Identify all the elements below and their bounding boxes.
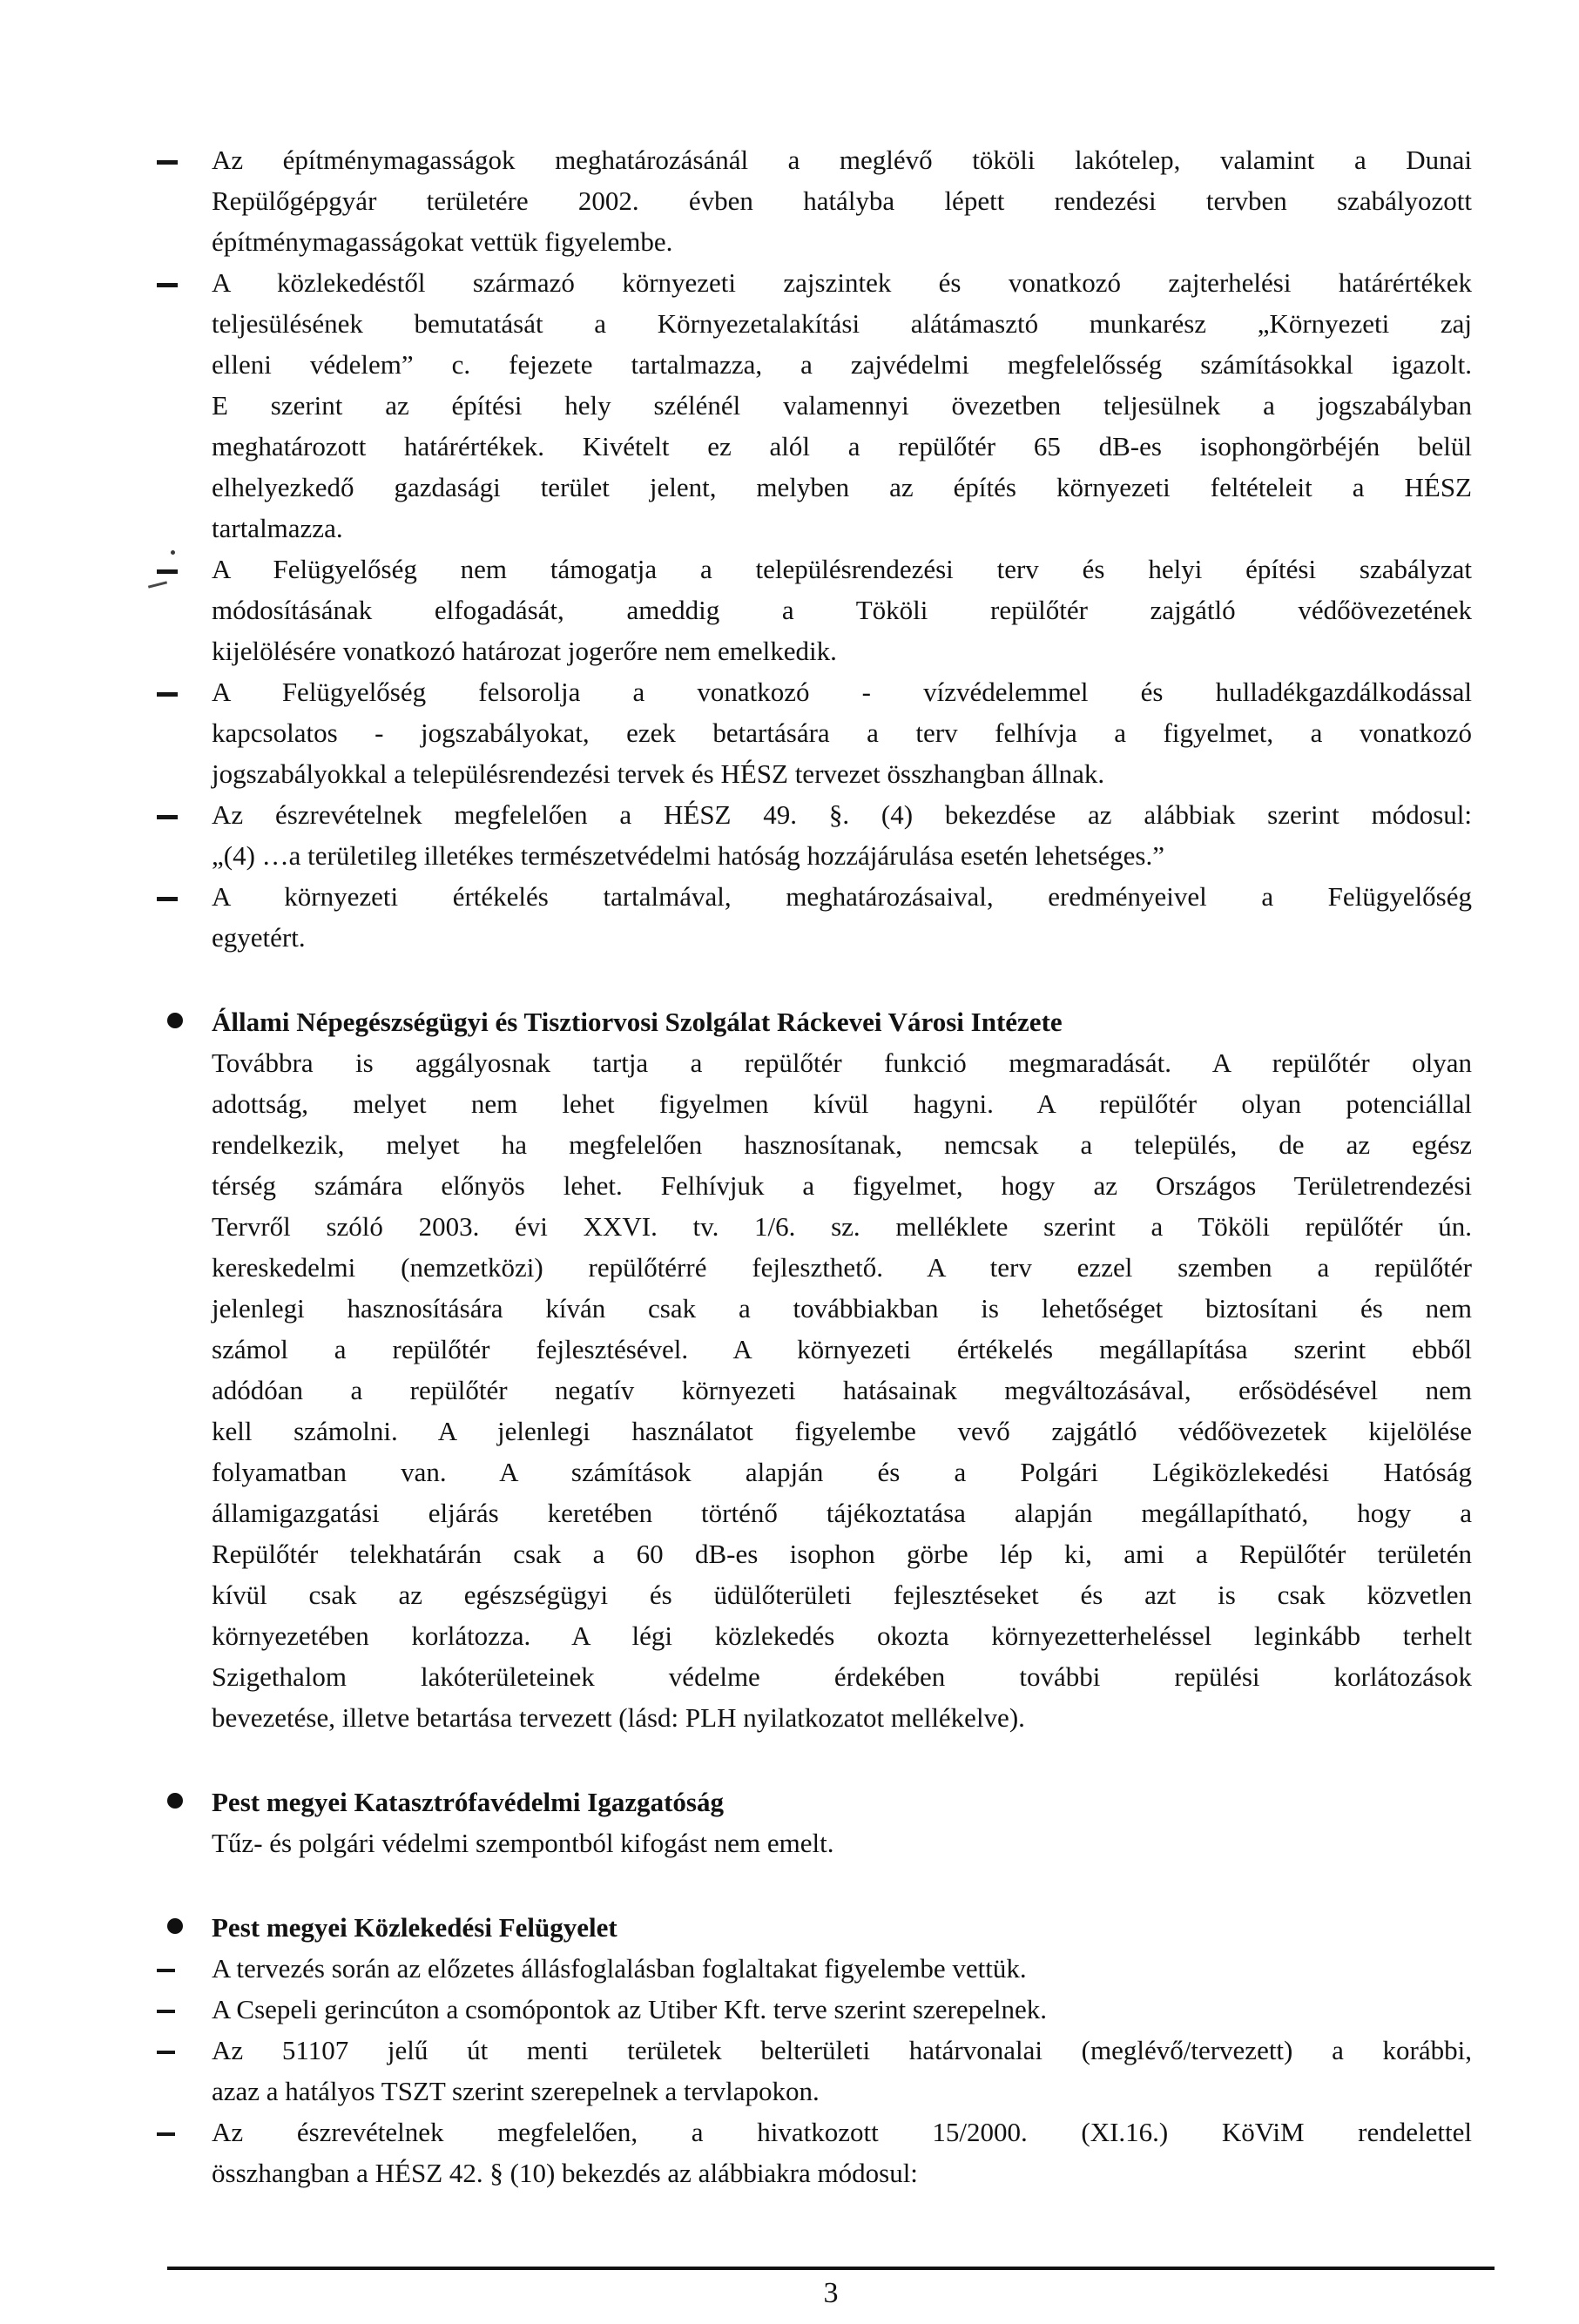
dash-list-item bbox=[212, 139, 1472, 262]
section-paragraph bbox=[212, 1822, 1472, 1863]
dash-bullet-icon bbox=[157, 692, 178, 697]
list-item-text bbox=[212, 2112, 1472, 2193]
section-heading: Állami Népegészségügyi és Tisztiorvosi Szolgálat Ráckevei Városi Intézete bbox=[212, 1007, 1063, 1037]
text-line: Repülőtér telekhatárán csak a 60 dB-es isophon görbe lép ki, ami a Repülőtér területén bbox=[212, 1539, 1472, 1569]
text-line: Tervről szóló 2003. évi XXVI. tv. 1/6. sz. melléklete szerint a Tököli repülőtér ún. bbox=[212, 1211, 1472, 1242]
text-line: elhelyezkedő gazdasági terület jelent, melyben az építés környezeti feltételeit a HÉSZ bbox=[212, 472, 1472, 502]
list-item-text bbox=[212, 876, 1472, 958]
section-katasztrofavedelem bbox=[212, 1782, 1472, 1863]
text-line: teljesülésének bemutatását a Környezetalakítási alátámasztó munkarész „Környezeti zaj bbox=[212, 308, 1472, 339]
text-line: Az építménymagasságok meghatározásánál a meglévő tököli lakótelep, valamint a Dunai bbox=[212, 145, 1472, 175]
text-line: adottság, melyet nem lehet figyelmen kívül hagyni. A repülőtér olyan potenciállal bbox=[212, 1088, 1472, 1119]
bullet-icon bbox=[167, 1013, 183, 1028]
dash-bullet-icon bbox=[157, 897, 178, 901]
list-item-text bbox=[212, 1989, 1472, 2030]
text-line: kívül csak az egészségügyi és üdülőterületi fejlesztéseket és azt is csak közvetlen bbox=[212, 1580, 1472, 1610]
bullet-icon bbox=[167, 1918, 183, 1934]
dash-bullet-icon bbox=[157, 815, 178, 819]
text-line: összhangban a HÉSZ 42. § (10) bekezdés az alábbiakra módosul: bbox=[212, 2158, 918, 2188]
section-anp bbox=[212, 1001, 1472, 1738]
text-line: bevezetése, illetve betartása tervezett (lásd: PLH nyilatkozatot mellékelve). bbox=[212, 1702, 1025, 1733]
list-item-text bbox=[212, 1948, 1472, 1989]
text-line: kell számolni. A jelenlegi használatot figyelembe vevő zajgátló védőövezetek kijelölése bbox=[212, 1416, 1472, 1446]
text-line: Tűz- és polgári védelmi szempontból kifogást nem emelt. bbox=[212, 1828, 834, 1858]
document-body bbox=[212, 139, 1472, 2193]
list-item-text bbox=[212, 549, 1472, 671]
text-line: kereskedelmi (nemzetközi) repülőtérré fejleszthető. A terv ezzel szemben a repülőtér bbox=[212, 1252, 1472, 1283]
text-line: rendelkezik, melyet ha megfelelően hasznosítanak, nemcsak a település, de az egész bbox=[212, 1129, 1472, 1160]
dash-bullet-icon bbox=[157, 569, 178, 574]
text-line: Szigethalom lakóterületeinek védelme érdekében további repülési korlátozások bbox=[212, 1661, 1472, 1692]
text-line: Az észrevételnek megfelelően a HÉSZ 49. §. (4) bekezdése az alábbiak szerint módosul: bbox=[212, 799, 1472, 830]
dash-list-item bbox=[212, 262, 1472, 549]
text-line: környezetében korlátozza. A légi közlekedés okozta környezetterheléssel leginkább terhelt bbox=[212, 1620, 1472, 1651]
dash-bullet-icon bbox=[157, 2010, 175, 2013]
dash-list-item bbox=[212, 876, 1472, 958]
text-line: A környezeti értékelés tartalmával, meghatározásaival, eredményeivel a Felügyelőség bbox=[212, 881, 1472, 912]
footer-divider bbox=[167, 2267, 1495, 2270]
dash-bullet-icon bbox=[157, 1969, 175, 1972]
text-line: államigazgatási eljárás keretében történő tájékoztatása alapján megállapítható, hogy a bbox=[212, 1498, 1472, 1528]
text-line: meghatározott határértékek. Kivételt ez alól a repülőtér 65 dB-es isophongörbéjén belül bbox=[212, 431, 1472, 461]
text-line: építménymagasságokat vettük figyelembe. bbox=[212, 226, 673, 257]
text-line: számol a repülőtér fejlesztésével. A környezeti értékelés megállapítása szerint ebből bbox=[212, 1334, 1472, 1364]
text-line: elleni védelem” c. fejezete tartalmazza, a zajvédelmi megfelelősség számításokkal igazolt. bbox=[212, 349, 1472, 380]
text-line: Továbbra is aggályosnak tartja a repülőtér funkció megmaradását. A repülőtér olyan bbox=[212, 1047, 1472, 1078]
text-line: adódóan a repülőtér negatív környezeti hatásainak megváltozásával, erősödésével nem bbox=[212, 1375, 1472, 1405]
bullet-icon bbox=[167, 1793, 183, 1809]
dash-bullet-icon bbox=[157, 2051, 175, 2054]
text-line: E szerint az építési hely szélénél valamennyi övezetben teljesülnek a jogszabályban bbox=[212, 390, 1472, 421]
text-line: A tervezés során az előzetes állásfoglalásban foglaltakat figyelembe vettük. bbox=[212, 1953, 1027, 1984]
text-line: „(4) …a területileg illetékes természetvédelmi hatóság hozzájárulása esetén lehetséges.” bbox=[212, 840, 1164, 871]
pen-mark-dot bbox=[171, 550, 175, 555]
dash-bullet-icon bbox=[157, 160, 178, 165]
section-heading: Pest megyei Katasztrófavédelmi Igazgatóság bbox=[212, 1787, 724, 1817]
text-line: Repülőgépgyár területére 2002. évben hatályba lépett rendezési tervben szabályozott bbox=[212, 185, 1472, 216]
section-heading: Pest megyei Közlekedési Felügyelet bbox=[212, 1912, 617, 1943]
text-line: módosításának elfogadását, ameddig a Tököli repülőtér zajgátló védőövezetének bbox=[212, 595, 1472, 625]
dash-list-item bbox=[212, 1989, 1472, 2030]
dash-list-item bbox=[212, 671, 1472, 794]
text-line: A Felügyelőség felsorolja a vonatkozó - vízvédelemmel és hulladékgazdálkodással bbox=[212, 677, 1472, 707]
text-line: egyetért. bbox=[212, 922, 306, 953]
dash-list-item bbox=[212, 1948, 1472, 1989]
text-line: térség számára előnyös lehet. Felhívjuk a figyelmet, hogy az Országos Területrendezési bbox=[212, 1170, 1472, 1201]
text-line: A Csepeli gerincúton a csomópontok az Utiber Kft. terve szerint szerepelnek. bbox=[212, 1994, 1047, 2024]
page-number: 3 bbox=[823, 2277, 839, 2309]
text-line: Az 51107 jelű út menti területek belterületi határvonalai (meglévő/tervezett) a korábbi, bbox=[212, 2035, 1472, 2065]
text-line: A közlekedéstől származó környezeti zajszintek és vonatkozó zajterhelési határértékek bbox=[212, 267, 1472, 298]
section-paragraph bbox=[212, 1042, 1472, 1738]
section-kozlekedesi-felugyelet bbox=[212, 1907, 1472, 1948]
list-item-text bbox=[212, 262, 1472, 549]
text-line: Az észrevételnek megfelelően, a hivatkozott 15/2000. (XI.16.) KöViM rendelettel bbox=[212, 2117, 1472, 2147]
dash-list-item bbox=[212, 794, 1472, 876]
text-line: jelenlegi hasznosítására kíván csak a továbbiakban is lehetőséget biztosítani és nem bbox=[212, 1293, 1472, 1324]
dash-bullet-icon bbox=[157, 283, 178, 287]
text-line: kapcsolatos - jogszabályokat, ezek betartására a terv felhívja a figyelmet, a vonatkozó bbox=[212, 717, 1472, 748]
text-line: azaz a hatályos TSZT szerint szerepelnek a tervlapokon. bbox=[212, 2076, 820, 2106]
text-line: kijelölésére vonatkozó határozat jogerőre nem emelkedik. bbox=[212, 636, 837, 666]
text-line: A Felügyelőség nem támogatja a településrendezési terv és helyi építési szabályzat bbox=[212, 554, 1472, 584]
text-line: folyamatban van. A számítások alapján és a Polgári Légiközlekedési Hatóság bbox=[212, 1457, 1472, 1487]
dash-bullet-icon bbox=[157, 2132, 175, 2136]
dash-list-item bbox=[212, 2112, 1472, 2193]
pen-mark-slash bbox=[148, 581, 167, 588]
list-item-text bbox=[212, 671, 1472, 794]
list-item-text bbox=[212, 794, 1472, 876]
dash-list-item bbox=[212, 549, 1472, 671]
list-item-text bbox=[212, 139, 1472, 262]
text-line: jogszabályokkal a településrendezési tervek és HÉSZ tervezet összhangban állnak. bbox=[212, 758, 1105, 789]
dash-list-item bbox=[212, 2030, 1472, 2112]
text-line: tartalmazza. bbox=[212, 513, 343, 543]
list-item-text bbox=[212, 2030, 1472, 2112]
